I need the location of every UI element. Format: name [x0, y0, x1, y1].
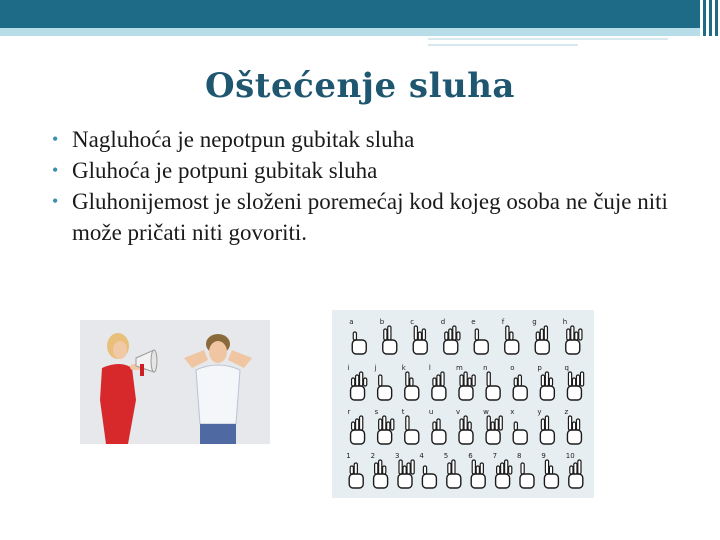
sign-label: g [532, 318, 537, 326]
bullet-dot-icon: • [52, 191, 59, 211]
sign-label: t [401, 408, 405, 416]
megaphone-photo [80, 320, 270, 444]
hand-sign-icon [459, 372, 475, 400]
hand-sign-icon [567, 372, 583, 400]
sign-label: w [483, 408, 489, 416]
hand-sign-icon [496, 460, 512, 488]
hand-sign-icon [474, 329, 488, 354]
hand-sign-icon [422, 466, 436, 488]
hand-sign-icon [459, 416, 473, 444]
megaphone-handle [140, 364, 144, 376]
hand-sign-icon [471, 460, 485, 488]
top-bar-stripe [715, 0, 718, 36]
accent-line [428, 44, 578, 46]
hand-sign-icon [569, 460, 583, 488]
sign-label: b [379, 318, 385, 326]
sign-label: 6 [468, 452, 473, 460]
sign-label: f [501, 318, 505, 326]
woman-face [113, 341, 127, 359]
hand-sign-icon [374, 460, 388, 488]
sign-label: x [510, 408, 515, 416]
hand-sign-icon [405, 372, 419, 400]
hand-sign-icon [540, 416, 554, 444]
sign-label: y [537, 408, 542, 416]
hand-sign-icon [535, 326, 549, 354]
hand-sign-icon [520, 463, 534, 488]
sign-alphabet-illustration [332, 310, 594, 498]
man-face [209, 341, 227, 363]
sign-label: u [428, 408, 434, 416]
sign-label: k [401, 364, 406, 372]
hand-sign-icon [351, 416, 365, 444]
sign-label: o [510, 364, 515, 372]
top-bar-stripe [703, 0, 706, 36]
man-shirt [196, 365, 240, 424]
hand-sign-icon [383, 326, 397, 354]
hand-sign-icon [486, 372, 500, 400]
hand-sign-icon [398, 460, 414, 488]
bullet-dot-icon: • [52, 129, 59, 149]
bullet-list [52, 124, 692, 248]
hand-sign-icon [349, 463, 363, 488]
bullet-text: Nagluhoća je nepotpun gubitak sluha [72, 127, 415, 152]
hand-sign-icon [413, 326, 427, 354]
hand-sign-icon [378, 375, 392, 400]
bullet-dot-icon: • [52, 160, 59, 180]
hand-sign-icon [352, 332, 366, 354]
sign-label: z [564, 408, 569, 416]
slide-title: Oštećenje sluha [205, 66, 515, 106]
hand-sign-icon [544, 460, 558, 488]
top-bar-light [0, 28, 700, 36]
bullet-item [52, 186, 692, 248]
top-bar-stripe [709, 0, 712, 36]
bullet-item [52, 155, 692, 186]
sign-label: m [456, 364, 463, 372]
hand-sign-icon [405, 416, 419, 444]
sign-label: 2 [370, 452, 376, 460]
sign-label: p [537, 364, 542, 372]
hand-sign-icon [378, 416, 394, 444]
sign-label: 8 [517, 452, 522, 460]
hand-sign-icon [540, 372, 554, 400]
sign-label: d [440, 318, 446, 326]
hand-sign-icon [486, 416, 502, 444]
bullet-text: Gluhoća je potpuni gubitak sluha [72, 158, 378, 183]
sign-label: 4 [419, 452, 424, 460]
sign-label: l [428, 364, 431, 372]
hand-sign-icon [567, 416, 581, 444]
sign-label: v [456, 408, 461, 416]
hand-sign-icon [447, 460, 461, 488]
sign-label: 10 [565, 452, 575, 460]
hand-sign-icon [513, 422, 527, 444]
top-bar-dark [0, 0, 700, 28]
hand-sign-icon [351, 372, 367, 400]
hand-sign-icon [432, 372, 446, 400]
sign-label: e [471, 318, 476, 326]
hand-sign-icon [505, 326, 519, 354]
hand-sign-icon [444, 326, 460, 354]
sign-label: 9 [541, 452, 546, 460]
sign-label: j [374, 364, 377, 372]
megaphone-illustration [80, 320, 270, 444]
bullet-item [52, 124, 692, 155]
sign-label: a [349, 318, 354, 326]
bullet-text: Gluhonijemost je složeni poremećaj kod kojeg osoba ne čuje niti može pričati niti govoriti. [72, 189, 668, 245]
sign-label: c [410, 318, 415, 326]
man-jeans [200, 424, 236, 444]
sign-label: n [483, 364, 488, 372]
sign-alphabet-chart [332, 310, 594, 498]
sign-label: 3 [395, 452, 400, 460]
sign-label: h [562, 318, 568, 326]
sign-label: q [564, 364, 569, 372]
sign-label: r [347, 408, 351, 416]
sign-label: 7 [492, 452, 498, 460]
hand-sign-icon [513, 375, 527, 400]
sign-label: s [374, 408, 379, 416]
accent-line [428, 38, 668, 40]
top-decorative-bar [0, 0, 720, 36]
hand-sign-icon [432, 419, 446, 444]
sign-label: 5 [443, 452, 449, 460]
sign-label: 1 [346, 452, 351, 460]
sign-label: i [347, 364, 350, 372]
hand-sign-icon [566, 326, 582, 354]
